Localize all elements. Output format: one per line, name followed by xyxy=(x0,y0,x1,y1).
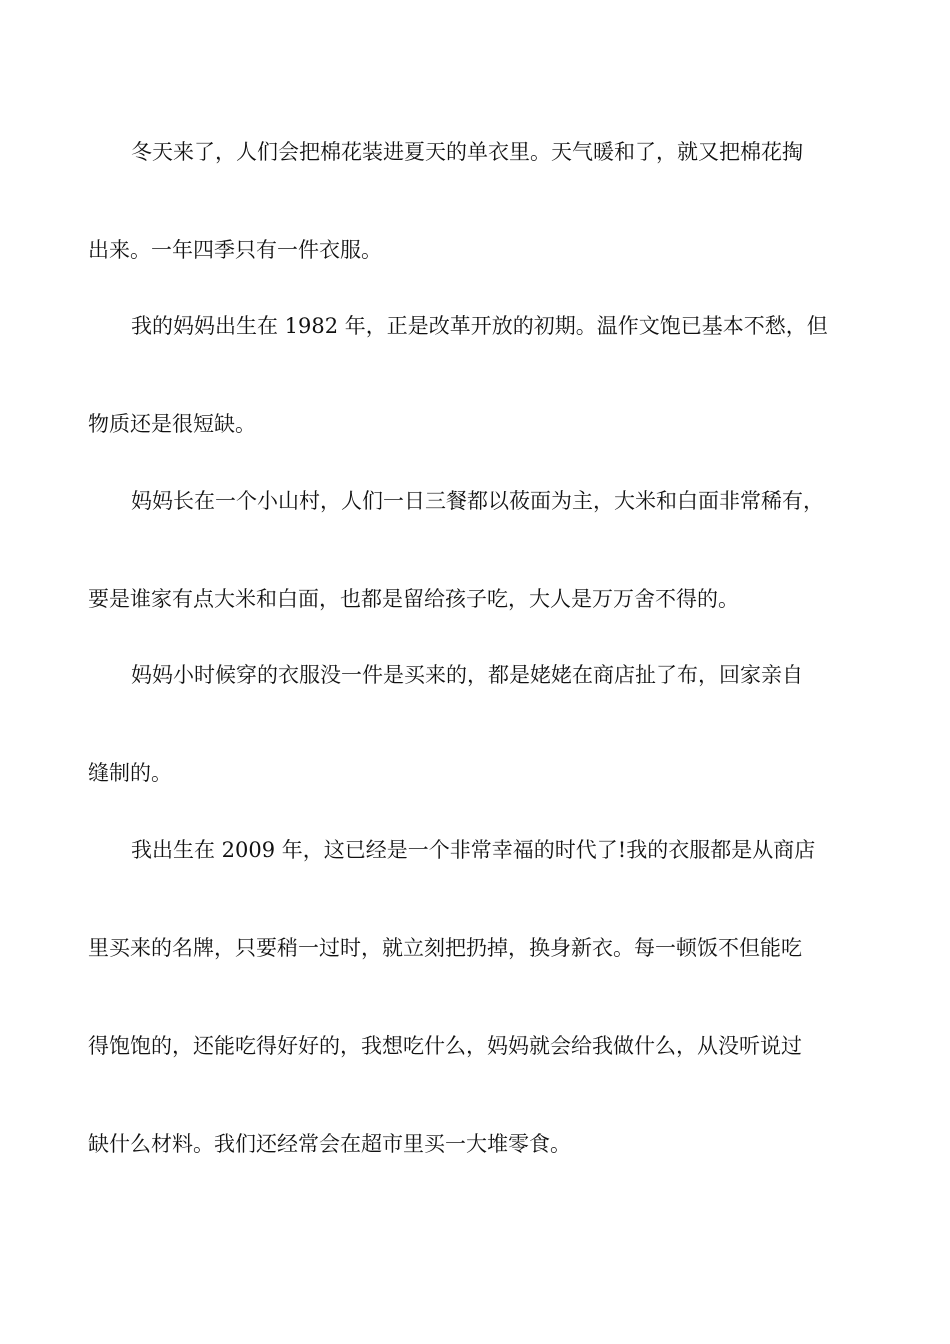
paragraph-5-line-4: 缺什么材料。我们还经常会在超市里买一大堆零食。 xyxy=(88,1132,571,1156)
paragraph-2-line-2: 物质还是很短缺。 xyxy=(88,412,256,436)
paragraph-4-line-2: 缝制的。 xyxy=(88,761,172,785)
paragraph-1-line-1: 冬天来了，人们会把棉花装进夏天的单衣里。天气暖和了，就又把棉花掏 xyxy=(131,140,803,164)
paragraph-2-line-1: 我的妈妈出生在 1982 年，正是改革开放的初期。温作文饱已基本不愁，但 xyxy=(131,314,828,338)
paragraph-1-line-2: 出来。一年四季只有一件衣服。 xyxy=(88,238,382,262)
paragraph-3-line-1: 妈妈长在一个小山村，人们一日三餐都以莜面为主，大米和白面非常稀有， xyxy=(131,489,824,513)
paragraph-4-line-1: 妈妈小时候穿的衣服没一件是买来的，都是姥姥在商店扯了布，回家亲自 xyxy=(131,663,803,687)
paragraph-5-line-3: 得饱饱的，还能吃得好好的，我想吃什么，妈妈就会给我做什么，从没听说过 xyxy=(88,1034,802,1058)
paragraph-5-line-1: 我出生在 2009 年，这已经是一个非常幸福的时代了!我的衣服都是从商店 xyxy=(131,838,816,862)
paragraph-3-line-2: 要是谁家有点大米和白面，也都是留给孩子吃，大人是万万舍不得的。 xyxy=(88,587,739,611)
paragraph-5-line-2: 里买来的名牌，只要稍一过时，就立刻把扔掉，换身新衣。每一顿饭不但能吃 xyxy=(88,936,802,960)
